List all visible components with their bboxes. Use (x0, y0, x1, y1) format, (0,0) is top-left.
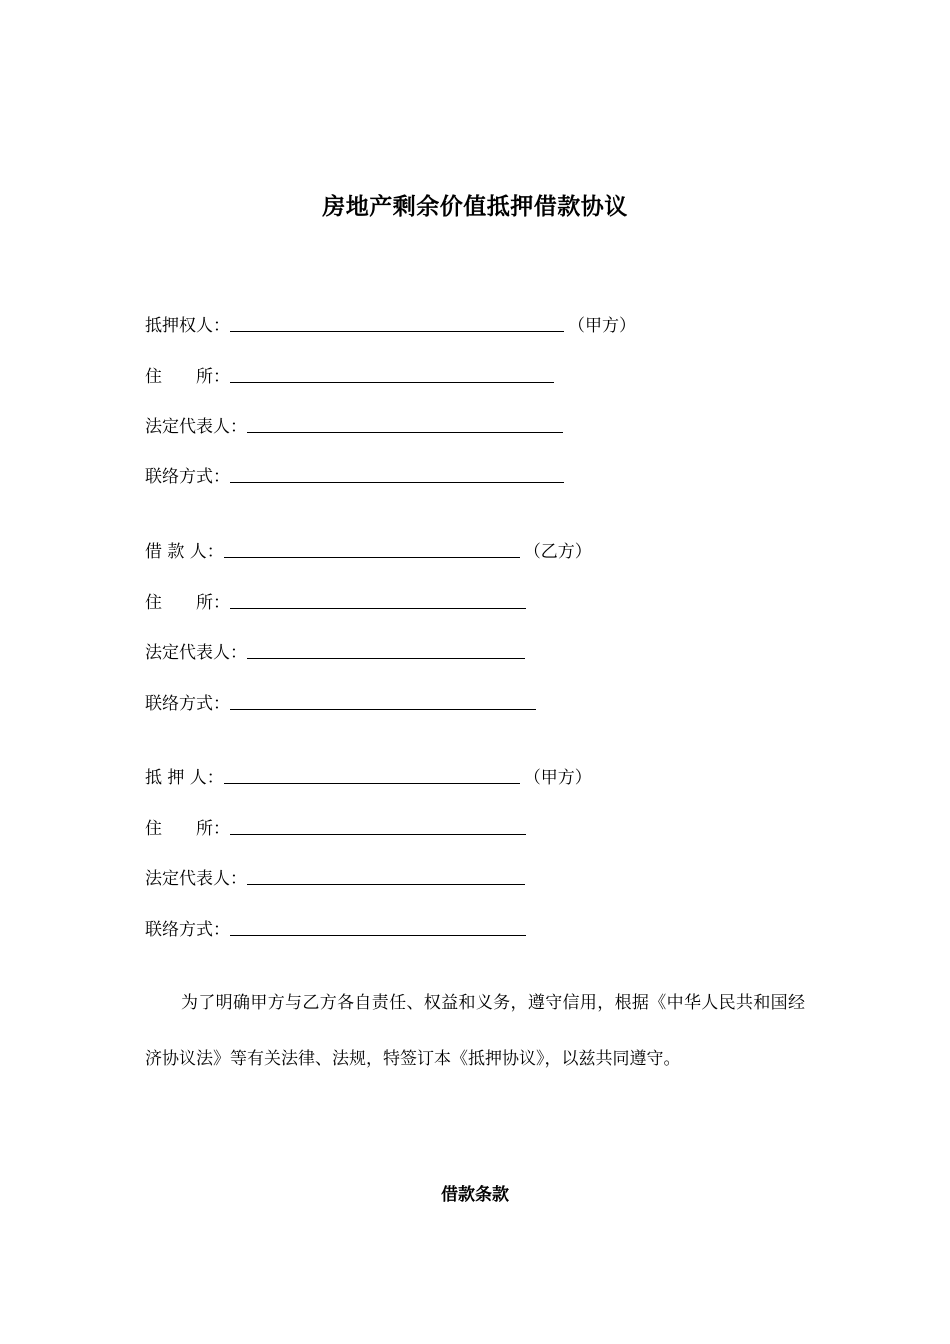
mortgagor-rep-field[interactable] (145, 863, 525, 889)
borrower-rep-field[interactable] (145, 637, 525, 663)
mortgagor-address-field[interactable] (145, 813, 526, 839)
lender-address-line[interactable] (230, 364, 554, 383)
mortgagor-rep-label: 法定代表人： (145, 869, 247, 889)
lender-name-suffix: （甲方） (568, 316, 636, 336)
lender-rep-label: 法定代表人： (145, 417, 247, 437)
borrower-rep-line[interactable] (247, 640, 525, 659)
lender-address-label: 住 所： (145, 367, 230, 387)
lender-address-field[interactable] (145, 361, 554, 387)
preamble-paragraph: 为了明确甲方与乙方各自责任、权益和义务，遵守信用，根据《中华人民共和国经济协议法》等有关法律、法规，特签订本《抵押协议》，以兹共同遵守。 (145, 993, 805, 1069)
mortgagor-address-line[interactable] (230, 816, 526, 835)
borrower-name-field[interactable] (145, 536, 592, 562)
mortgagor-name-line[interactable] (224, 765, 520, 784)
lender-name-field[interactable] (145, 310, 636, 336)
borrower-address-field[interactable] (145, 587, 526, 613)
lender-contact-field[interactable] (145, 461, 564, 487)
borrower-contact-label: 联络方式： (145, 694, 230, 714)
mortgagor-rep-line[interactable] (247, 866, 525, 885)
borrower-contact-line[interactable] (230, 691, 536, 710)
mortgagor-contact-label: 联络方式： (145, 920, 230, 940)
borrower-name-suffix: （乙方） (523, 542, 592, 562)
borrower-name-label: 借 款 人： (145, 542, 224, 562)
mortgagor-contact-field[interactable] (145, 914, 526, 940)
borrower-rep-label: 法定代表人： (145, 643, 247, 663)
mortgagor-address-label: 住 所： (145, 819, 230, 839)
borrower-name-line[interactable] (224, 539, 520, 558)
lender-rep-line[interactable] (247, 414, 563, 433)
mortgagor-name-label: 抵 押 人： (145, 768, 224, 788)
borrower-contact-field[interactable] (145, 688, 536, 714)
section-heading: 借款条款 (441, 1185, 509, 1205)
lender-contact-label: 联络方式： (145, 467, 230, 487)
lender-rep-field[interactable] (145, 411, 563, 437)
borrower-address-line[interactable] (230, 590, 526, 609)
document-title: 房地产剩余价值抵押借款协议 (322, 194, 628, 220)
mortgagor-contact-line[interactable] (230, 917, 526, 936)
lender-name-line[interactable] (230, 313, 564, 332)
mortgagor-name-suffix: （甲方） (523, 768, 592, 788)
borrower-address-label: 住 所： (145, 593, 230, 613)
mortgagor-name-field[interactable] (145, 762, 592, 788)
lender-contact-line[interactable] (230, 464, 564, 483)
lender-name-label: 抵押权人： (145, 316, 230, 336)
